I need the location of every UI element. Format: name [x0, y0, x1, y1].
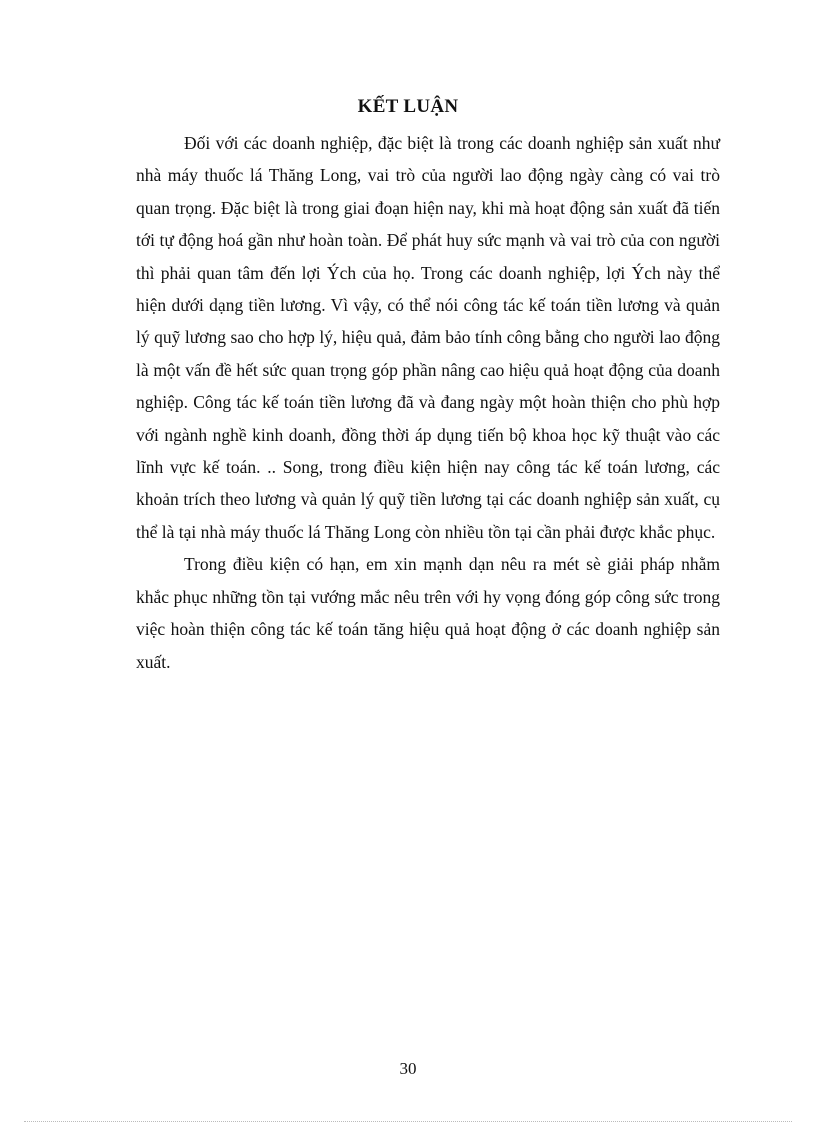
- page-title: KẾT LUẬN: [357, 96, 459, 117]
- paragraph-2: Trong điều kiện có hạn, em xin mạnh dạn nêu ra mét sè giải pháp nhằm khắc phục những tồn tại vướng mắc nêu trên với hy vọng đóng góp công sức trong việc hoàn thiện công tác kế toán tăng hiệu quả hoạt động ở các doanh nghiệp sản xuất.: [136, 554, 720, 672]
- body-text: [136, 127, 720, 678]
- page-number: 30: [399, 1059, 417, 1078]
- footer-divider: [24, 1121, 792, 1122]
- paragraph-1: Đối với các doanh nghiệp, đặc biệt là trong các doanh nghiệp sản xuất như nhà máy thuốc lá Thăng Long, vai trò của người lao động ngày càng có vai trò quan trọng. Đặc biệt là trong giai đoạn hiện nay, khi mà hoạt động sản xuất đã tiến tới tự động hoá gần như hoàn toàn. Để phát huy sức mạnh và vai trò của con người thì phải quan tâm đến lợi Ých của họ. Trong các doanh nghiệp, lợi Ých này thể hiện dưới dạng tiền lương. Vì vậy, có thể nói công tác kế toán tiền lương và quản lý quỹ lương sao cho hợp lý, hiệu quả, đảm bảo tính công bằng cho người lao động là một vấn đề hết sức quan trọng góp phần nâng cao hiệu quả hoạt động của doanh nghiệp. Công tác kế toán tiền lương đã và đang ngày một hoàn thiện cho phù hợp với ngành nghề kinh doanh, đồng thời áp dụng tiến bộ khoa học kỹ thuật vào các lĩnh vực kế toán. .. Song, trong điều kiện hiện nay công tác kế toán lương, các khoản trích theo lương và quản lý quỹ tiền lương tại các doanh nghiệp sản xuất, cụ thể là tại nhà máy thuốc lá Thăng Long còn nhiều tồn tại cần phải được khắc phục.: [136, 133, 720, 542]
